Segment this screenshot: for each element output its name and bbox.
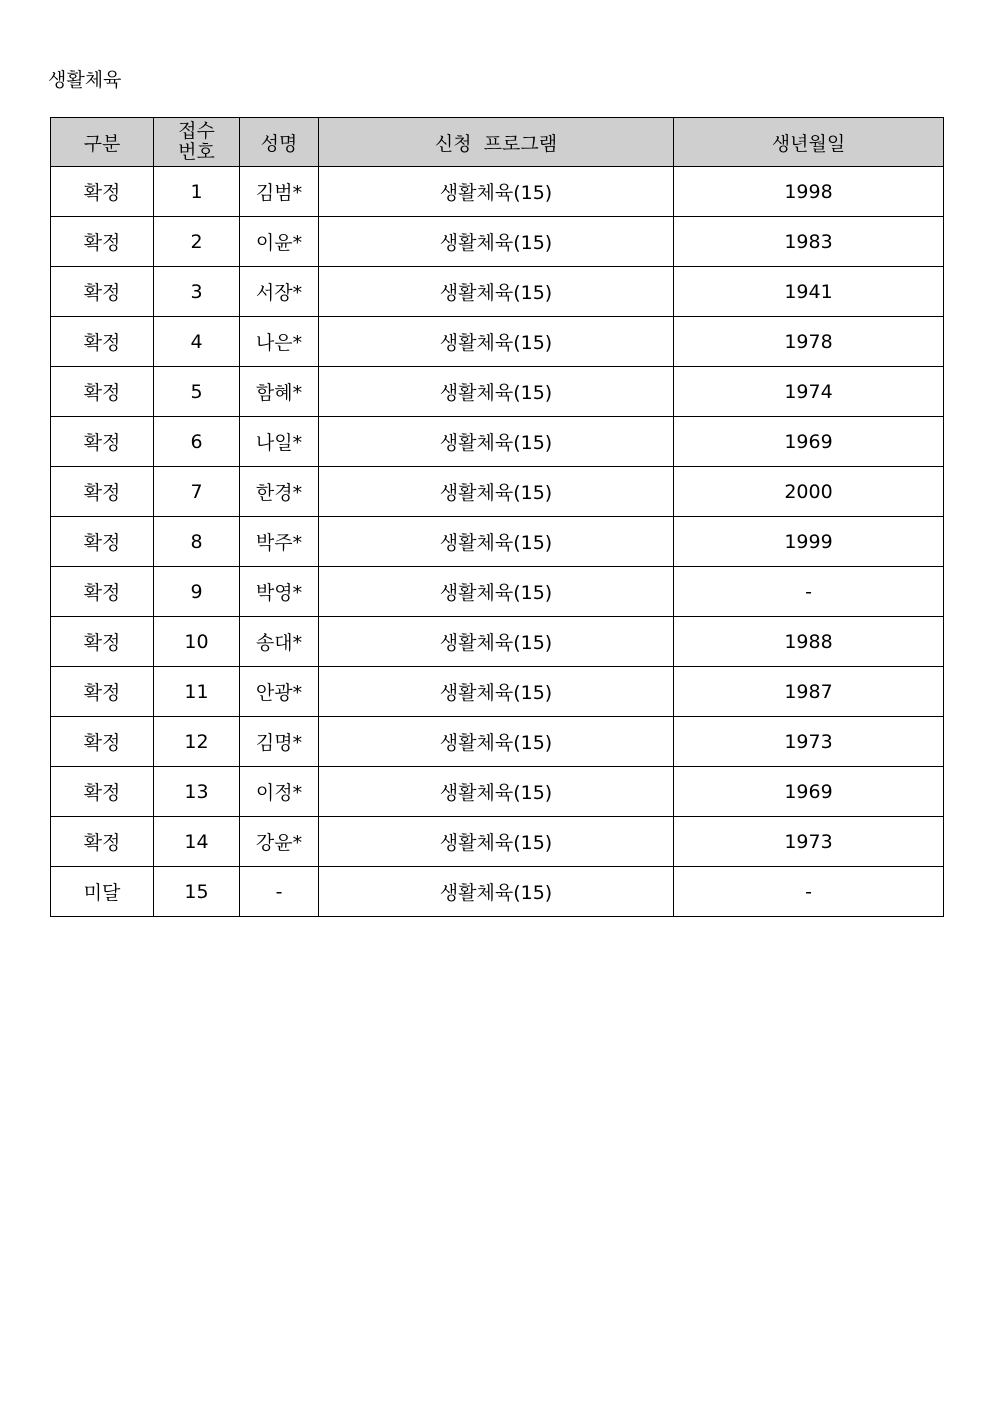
table-row (51, 567, 944, 617)
header-row (51, 118, 944, 167)
cell-birth: 1978 (674, 317, 944, 367)
cell-type: 확정 (51, 217, 154, 267)
cell-birth: 1969 (674, 417, 944, 467)
cell-name: 이정* (240, 767, 319, 817)
cell-receipt-number: 11 (154, 667, 240, 717)
cell-name: 송대* (240, 617, 319, 667)
cell-name: 안광* (240, 667, 319, 717)
cell-type: 확정 (51, 317, 154, 367)
cell-birth: 1941 (674, 267, 944, 317)
cell-birth: 1998 (674, 167, 944, 217)
cell-program: 생활체육(15) (319, 217, 674, 267)
table-row (51, 367, 944, 417)
table-row (51, 217, 944, 267)
cell-name: 박영* (240, 567, 319, 617)
cell-receipt-number: 12 (154, 717, 240, 767)
cell-birth: 1974 (674, 367, 944, 417)
header-receipt-number (154, 118, 240, 167)
cell-type: 확정 (51, 817, 154, 867)
cell-receipt-number: 13 (154, 767, 240, 817)
cell-program: 생활체육(15) (319, 467, 674, 517)
table-row (51, 667, 944, 717)
cell-name: 함혜* (240, 367, 319, 417)
cell-birth: 1987 (674, 667, 944, 717)
cell-type: 미달 (51, 867, 154, 917)
cell-receipt-number: 8 (154, 517, 240, 567)
table-header (51, 118, 944, 167)
table-body (51, 167, 944, 917)
table-row (51, 867, 944, 917)
cell-birth: 1999 (674, 517, 944, 567)
table-row (51, 267, 944, 317)
cell-program: 생활체육(15) (319, 317, 674, 367)
cell-receipt-number: 1 (154, 167, 240, 217)
cell-receipt-number: 10 (154, 617, 240, 667)
cell-type: 확정 (51, 417, 154, 467)
applicant-table (50, 117, 944, 917)
cell-program: 생활체육(15) (319, 367, 674, 417)
cell-program: 생활체육(15) (319, 167, 674, 217)
cell-type: 확정 (51, 667, 154, 717)
cell-birth: 1988 (674, 617, 944, 667)
cell-birth: 1973 (674, 717, 944, 767)
cell-receipt-number: 6 (154, 417, 240, 467)
cell-type: 확정 (51, 767, 154, 817)
cell-name: 한경* (240, 467, 319, 517)
header-birth: 생년월일 (674, 118, 944, 167)
table-row (51, 767, 944, 817)
cell-birth: 1983 (674, 217, 944, 267)
cell-program: 생활체육(15) (319, 767, 674, 817)
cell-name: - (240, 867, 319, 917)
cell-type: 확정 (51, 467, 154, 517)
cell-receipt-number: 2 (154, 217, 240, 267)
cell-receipt-number: 14 (154, 817, 240, 867)
cell-program: 생활체육(15) (319, 517, 674, 567)
cell-program: 생활체육(15) (319, 667, 674, 717)
header-receipt-number-line1: 접수 (178, 120, 215, 142)
cell-program: 생활체육(15) (319, 267, 674, 317)
document-title: 생활체육 (48, 69, 122, 91)
cell-birth: - (674, 567, 944, 617)
cell-birth: 2000 (674, 467, 944, 517)
cell-program: 생활체육(15) (319, 417, 674, 467)
cell-program: 생활체육(15) (319, 567, 674, 617)
cell-name: 박주* (240, 517, 319, 567)
cell-birth: 1973 (674, 817, 944, 867)
cell-receipt-number: 9 (154, 567, 240, 617)
table-row (51, 817, 944, 867)
table-row (51, 167, 944, 217)
table-row (51, 617, 944, 667)
cell-type: 확정 (51, 717, 154, 767)
cell-name: 나은* (240, 317, 319, 367)
table-row (51, 417, 944, 467)
cell-name: 서장* (240, 267, 319, 317)
cell-name: 김명* (240, 717, 319, 767)
cell-birth: - (674, 867, 944, 917)
table-row (51, 717, 944, 767)
header-program: 신청 프로그램 (319, 118, 674, 167)
cell-receipt-number: 15 (154, 867, 240, 917)
cell-program: 생활체육(15) (319, 867, 674, 917)
cell-receipt-number: 4 (154, 317, 240, 367)
cell-name: 김범* (240, 167, 319, 217)
cell-program: 생활체육(15) (319, 617, 674, 667)
header-receipt-number-line2: 번호 (178, 141, 215, 163)
cell-receipt-number: 5 (154, 367, 240, 417)
header-type: 구분 (51, 118, 154, 167)
table-row (51, 517, 944, 567)
table-row (51, 467, 944, 517)
cell-name: 강윤* (240, 817, 319, 867)
table-row (51, 317, 944, 367)
cell-birth: 1969 (674, 767, 944, 817)
cell-type: 확정 (51, 167, 154, 217)
cell-type: 확정 (51, 367, 154, 417)
cell-name: 나일* (240, 417, 319, 467)
cell-name: 이윤* (240, 217, 319, 267)
cell-receipt-number: 3 (154, 267, 240, 317)
cell-program: 생활체육(15) (319, 717, 674, 767)
cell-type: 확정 (51, 517, 154, 567)
cell-receipt-number: 7 (154, 467, 240, 517)
cell-program: 생활체육(15) (319, 817, 674, 867)
cell-type: 확정 (51, 567, 154, 617)
cell-type: 확정 (51, 267, 154, 317)
header-name: 성명 (240, 118, 319, 167)
cell-type: 확정 (51, 617, 154, 667)
